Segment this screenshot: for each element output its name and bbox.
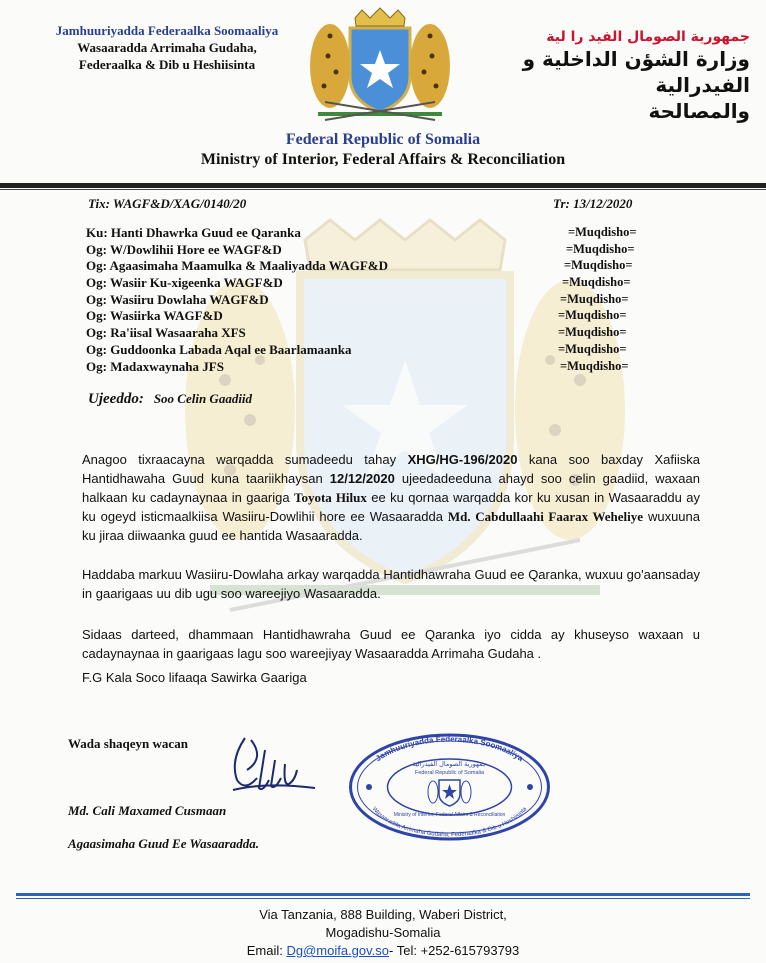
header-divider-thick bbox=[0, 183, 766, 188]
closing-line: Wada shaqeyn wacan bbox=[68, 736, 188, 751]
recipient-name: Og: Ra'iisal Wasaaraha XFS bbox=[86, 325, 246, 341]
recipient-row bbox=[86, 308, 706, 325]
stamp-side-text: Ministry of Interior, Federal Affairs & Reconciliation bbox=[393, 812, 506, 818]
stamp-emblem-icon bbox=[428, 780, 471, 806]
recipient-name: Og: Wasiir Ku-xigeenka WAGF&D bbox=[86, 275, 283, 291]
recipient-row bbox=[86, 275, 706, 292]
paragraph-4: F.G Kala Soco lifaaqa Sawirka Gaariga bbox=[82, 670, 307, 685]
paragraph-3: Sidaas darteed, dhammaan Hantidhawraha Guud ee Qaranka iyo cidda ay khuseyso waxaan u cadaynaynaa in gaarigaas lagu soo wareejiyay Wasaaradda Arrimaha Gudaha . bbox=[82, 627, 700, 661]
subject-value: Soo Celin Gaadiid bbox=[153, 391, 253, 406]
footer-email-label: Email: bbox=[246, 943, 287, 958]
footer-tel: - Tel: +252-615793793 bbox=[389, 943, 520, 958]
p1-date: 12/12/2020 bbox=[329, 471, 395, 486]
header-somali-line-2: Wasaaradda Arrimaha Gudaha, bbox=[77, 40, 257, 55]
handwritten-signature bbox=[225, 730, 320, 800]
recipient-row bbox=[86, 325, 706, 342]
stamp-arabic-text: جمهورية الصومال الفيدرالية bbox=[412, 760, 487, 768]
header-arabic-line-1: جمهورية الصومال الفيد را لية bbox=[546, 29, 750, 45]
footer-address-line-2: Mogadishu-Somalia bbox=[325, 925, 441, 940]
recipient-name: Og: W/Dowlihii Hore ee WAGF&D bbox=[86, 241, 282, 257]
footer-divider-thin bbox=[16, 898, 750, 899]
header-divider-thin bbox=[0, 189, 766, 190]
coat-of-arms-emblem bbox=[300, 6, 460, 124]
header-arabic-line-3: والمصالحة bbox=[648, 99, 750, 123]
footer-contact bbox=[0, 942, 766, 960]
p1-vehicle: Toyota Hilux bbox=[294, 490, 367, 505]
header-somali-line-3: Federaalka & Dib u Heshiisinta bbox=[78, 57, 256, 72]
recipient-city: =Muqdisho= bbox=[566, 241, 635, 256]
recipient-name: Og: Madaxwaynaha JFS bbox=[86, 358, 224, 374]
recipient-row bbox=[86, 359, 706, 376]
p1-text-g: ee ku qornaa warqadda kor ku xusan in Wasaaraddu ay ku ogeyd isticmaalkiisa Wasiiru-Dowlihii hore ee Wasaaradda bbox=[82, 490, 700, 524]
reference-number: Tix: WAGF&D/XAG/0140/20 bbox=[88, 196, 247, 211]
recipient-name: Og: Wasiirka WAGF&D bbox=[86, 308, 223, 324]
recipient-city: =Muqdisho= bbox=[558, 325, 627, 340]
letterhead-subtitle: Ministry of Interior, Federal Affairs & Reconciliation bbox=[200, 151, 566, 168]
footer-divider-thick bbox=[16, 893, 750, 896]
recipient-row bbox=[86, 342, 706, 359]
paragraph-2: Haddaba markuu Wasiiru-Dowlaha arkay warqadda Hantidhawraha Guud ee Qaranka, wuxuu go'aansaday in gaarigaas uu dib ugu soo wareejiyo Wasaaradda. bbox=[82, 567, 700, 601]
recipient-name: Og: Guddoonka Labada Aqal ee Baarlamaanka bbox=[86, 341, 352, 357]
signatory-name: Md. Cali Maxamed Cusmaan bbox=[68, 803, 227, 818]
header-somali-line-1: Jamhuuriyadda Federaalka Soomaaliya bbox=[55, 23, 279, 38]
stamp-sub-text: Federal Republic of Somalia bbox=[414, 770, 485, 776]
recipient-row bbox=[86, 225, 706, 242]
recipient-name: Og: Agaasimaha Maamulka & Maaliyadda WAGF&D bbox=[86, 258, 389, 274]
official-stamp bbox=[347, 732, 552, 842]
recipient-city: =Muqdisho= bbox=[562, 275, 631, 290]
subject-label: Ujeeddo: bbox=[88, 391, 144, 407]
recipient-city: =Muqdisho= bbox=[558, 341, 627, 356]
p1-text-a: Anagoo tixraacayna warqadda sumadeedu tahay bbox=[82, 452, 408, 467]
letterhead-title: Federal Republic of Somalia bbox=[285, 131, 481, 148]
header-arabic bbox=[450, 28, 750, 124]
recipient-row bbox=[86, 242, 706, 259]
stamp-bottom-text: Wasaaradda Arrimaha Gudaha, Federaalka & Dib u Heshiisinta bbox=[370, 806, 529, 839]
subject-line bbox=[88, 391, 252, 408]
footer-email-link[interactable]: Dg@moifa.gov.so bbox=[286, 943, 390, 958]
stamp-top-text: Jamhuuriyadda Federaalka Soomaaliya bbox=[374, 734, 525, 764]
recipient-name: Og: Wasiiru Dowlaha WAGF&D bbox=[86, 291, 269, 307]
recipient-row bbox=[86, 292, 706, 309]
header-somali bbox=[22, 22, 312, 73]
signatory-title: Agaasimaha Guud Ee Wasaaradda. bbox=[68, 836, 259, 851]
p1-text-e: ujeedadeeduna ahayd soo celin gaadiid, waxaan halkaan ku cadaynaynaa in gaariga bbox=[82, 471, 700, 505]
p1-person-name: Md. Cabdullaahi Faarax Weheliye bbox=[447, 509, 644, 524]
recipient-list bbox=[86, 225, 706, 375]
letter-date: Tr: 13/12/2020 bbox=[553, 196, 633, 211]
recipient-name: Ku: Hanti Dhawrka Guud ee Qaranka bbox=[86, 225, 301, 240]
recipient-city: =Muqdisho= bbox=[560, 291, 629, 306]
recipient-city: =Muqdisho= bbox=[564, 258, 633, 273]
p1-ref-number: XHG/HG-196/2020 bbox=[407, 452, 518, 467]
recipient-city: =Muqdisho= bbox=[560, 358, 629, 373]
paragraph-1 bbox=[82, 450, 700, 545]
p1-text-c: kana soo baxday Xafiiska Hantidhawaha Guud kuna taariikhaysan bbox=[82, 452, 700, 486]
header-arabic-line-2: وزارة الشؤن الداخلية و الفيدرالية bbox=[522, 47, 750, 97]
recipient-city: =Muqdisho= bbox=[558, 308, 627, 323]
footer-address-line-1: Via Tanzania, 888 Building, Waberi District, bbox=[259, 907, 507, 922]
recipient-row bbox=[86, 258, 706, 275]
p1-text-i: wuxuuna ku jiraa diiwaanka guud ee hantida Wasaaradda. bbox=[82, 509, 700, 543]
recipient-city: =Muqdisho= bbox=[568, 225, 637, 239]
